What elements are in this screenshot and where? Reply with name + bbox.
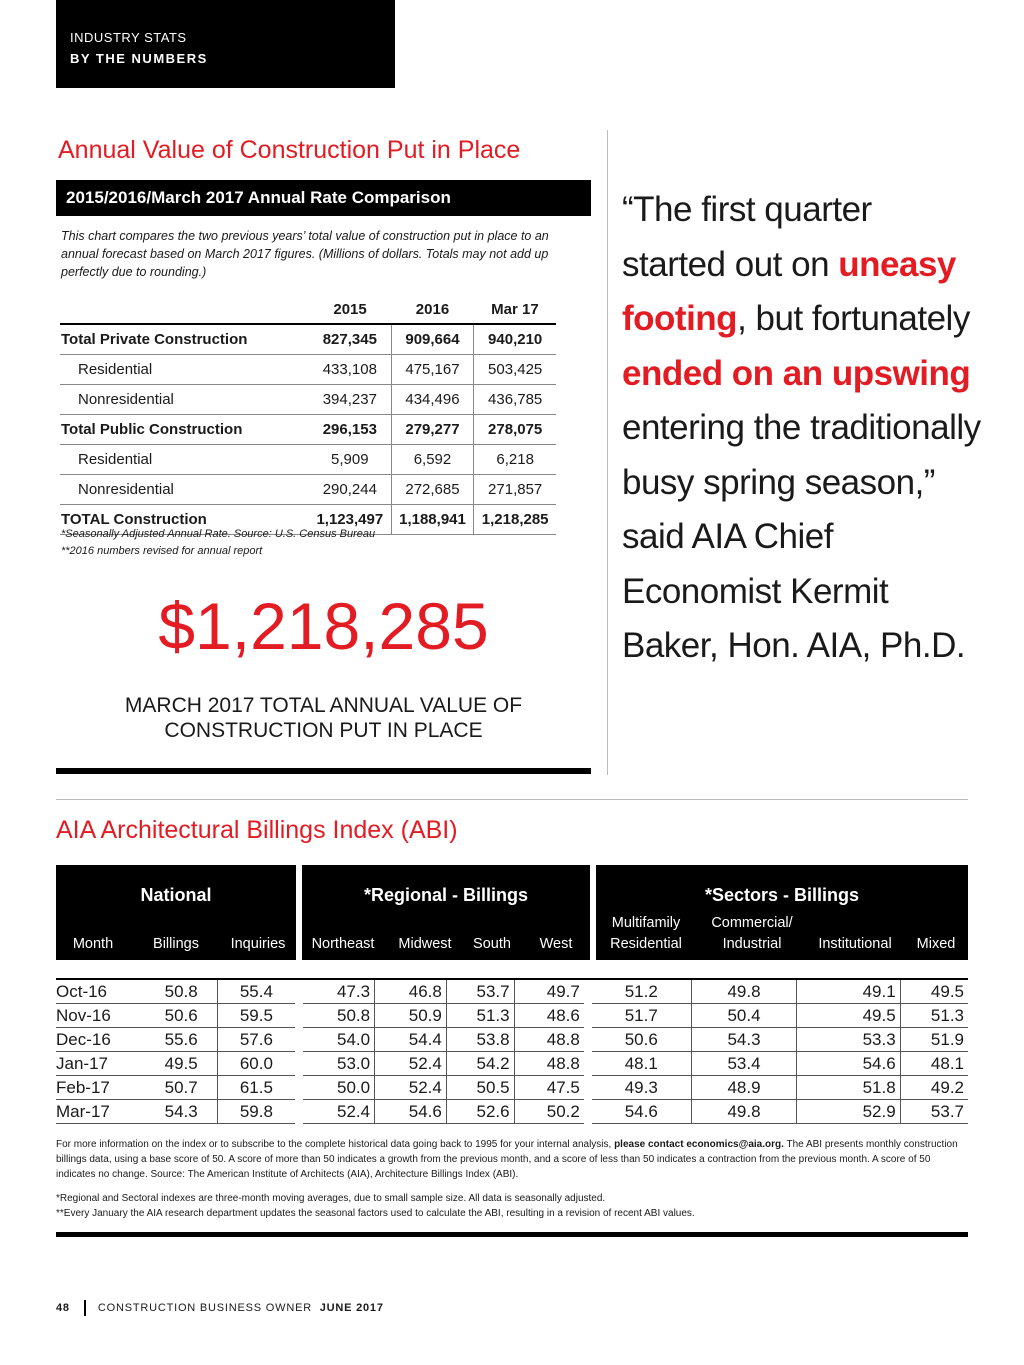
- column-gap: [295, 1052, 303, 1076]
- value-cell: 53.4: [691, 1052, 796, 1076]
- col-billings: Billings: [153, 936, 199, 952]
- value-cell: 49.2: [900, 1076, 968, 1100]
- value-cell: 52.4: [375, 1052, 447, 1076]
- headline-caption: [56, 693, 591, 743]
- value-cell: 49.3: [592, 1076, 691, 1100]
- value-cell: 48.8: [514, 1052, 584, 1076]
- construction-table: [60, 295, 556, 535]
- value-cell: 48.9: [691, 1076, 796, 1100]
- header-sectors: [596, 865, 968, 960]
- value-cell: 57.6: [217, 1028, 295, 1052]
- header-regional: [302, 865, 590, 960]
- section-header: [56, 0, 395, 88]
- note-text: The ABI presents monthly construction billings data, using a base score of 50. A score of more than 50 indicates a growth from the previous month, and a score of less than 50 indicates a contraction from the previous month. A score of 50 indicates no change. Source: The American Institute of Architects (AIA), Architecture Billings Index (ABI).: [56, 1139, 958, 1180]
- value-cell: 54.6: [375, 1100, 447, 1124]
- caption-line2: CONSTRUCTION PUT IN PLACE: [164, 719, 483, 742]
- col-multifamily-line2: Residential: [610, 936, 682, 952]
- group-regional: *Regional - Billings: [363, 885, 528, 905]
- row-label: TOTAL Construction: [60, 505, 309, 535]
- column-gap: [295, 979, 303, 1004]
- cell: 394,237: [309, 385, 391, 415]
- quote-text: , but fortunately: [737, 299, 970, 338]
- abi-notes: [56, 1137, 968, 1221]
- issue-date: JUNE 2017: [319, 1301, 384, 1314]
- value-cell: 52.4: [375, 1076, 447, 1100]
- column-divider: [607, 130, 608, 775]
- value-cell: 51.3: [446, 1004, 514, 1028]
- column-gap: [584, 1052, 592, 1076]
- value-cell: 54.0: [303, 1028, 375, 1052]
- col-west: West: [539, 936, 573, 952]
- header-line1: INDUSTRY STATS: [70, 30, 187, 45]
- quote-text: entering the traditionally busy spring season,” said AIA Chief Economist Kermit Baker, Hon. AIA, Ph.D.: [622, 408, 981, 665]
- col-commercial-line2: Industrial: [722, 936, 782, 952]
- value-cell: 52.4: [303, 1100, 375, 1124]
- abi-note-2: *Regional and Sectoral indexes are three-month moving averages, due to small sample size. All data is seasonally adjusted.: [56, 1193, 606, 1204]
- value-cell: 60.0: [217, 1052, 295, 1076]
- cell: 1,218,285: [474, 505, 556, 535]
- value-cell: 50.8: [146, 979, 218, 1004]
- value-cell: 55.4: [217, 979, 295, 1004]
- table-row: [56, 979, 968, 1004]
- construction-description: This chart compares the two previous years’ total value of construction put in place to an annual forecast based on March 2017 figures. (Millions of dollars. Totals may not add up perfectly due to rounding.): [61, 229, 549, 279]
- col-header-blank: [60, 295, 309, 324]
- value-cell: 48.6: [514, 1004, 584, 1028]
- value-cell: 49.8: [691, 979, 796, 1004]
- month-cell: Jan-17: [56, 1052, 146, 1076]
- column-gap: [584, 1004, 592, 1028]
- value-cell: 52.9: [797, 1100, 900, 1124]
- value-cell: 53.7: [900, 1100, 968, 1124]
- value-cell: 54.2: [446, 1052, 514, 1076]
- cell: 5,909: [309, 445, 391, 475]
- value-cell: 48.8: [514, 1028, 584, 1052]
- value-cell: 51.9: [900, 1028, 968, 1052]
- month-cell: Feb-17: [56, 1076, 146, 1100]
- table-row: [60, 445, 556, 475]
- cell: 433,108: [309, 355, 391, 385]
- value-cell: 51.3: [900, 1004, 968, 1028]
- value-cell: 50.7: [146, 1076, 218, 1100]
- value-cell: 49.8: [691, 1100, 796, 1124]
- quote-highlight: ended on an upswing: [622, 353, 971, 393]
- table-row: [56, 1052, 968, 1076]
- column-gap: [295, 1004, 303, 1028]
- table-row: [60, 475, 556, 505]
- abi-note-3: **Every January the AIA research department updates the seasonal factors used to calculate the ABI, resulting in a revision of recent ABI values.: [56, 1208, 695, 1219]
- value-cell: 47.5: [514, 1076, 584, 1100]
- abi-table: [56, 978, 968, 1124]
- value-cell: 49.5: [146, 1052, 218, 1076]
- value-cell: 50.5: [446, 1076, 514, 1100]
- bottom-rule: [56, 1232, 968, 1237]
- col-south: South: [473, 936, 511, 952]
- header-line2: BY THE NUMBERS: [70, 51, 208, 66]
- cell: 271,857: [474, 475, 556, 505]
- construction-notes: [61, 526, 375, 560]
- cell: 1,123,497: [309, 505, 391, 535]
- cell: 909,664: [391, 324, 474, 355]
- value-cell: 49.7: [514, 979, 584, 1004]
- cell: 503,425: [474, 355, 556, 385]
- value-cell: 50.4: [691, 1004, 796, 1028]
- table-row: [60, 385, 556, 415]
- group-national: National: [140, 885, 212, 905]
- table-row: [56, 1076, 968, 1100]
- value-cell: 51.8: [797, 1076, 900, 1100]
- cell: 6,218: [474, 445, 556, 475]
- table-row: [60, 415, 556, 445]
- contact-email-link[interactable]: please contact economics@aia.org.: [614, 1139, 784, 1150]
- value-cell: 48.1: [900, 1052, 968, 1076]
- note-revised: **2016 numbers revised for annual report: [61, 545, 263, 557]
- col-mixed: Mixed: [916, 936, 956, 952]
- month-cell: Dec-16: [56, 1028, 146, 1052]
- value-cell: 51.2: [592, 979, 691, 1004]
- publication-name: CONSTRUCTION BUSINESS OWNER: [97, 1301, 312, 1314]
- row-label: Total Public Construction: [60, 415, 309, 445]
- group-sectors: *Sectors - Billings: [704, 885, 860, 905]
- table-row: [56, 1100, 968, 1124]
- col-header-2015: 2015: [309, 295, 391, 324]
- cell: 475,167: [391, 355, 474, 385]
- value-cell: 53.8: [446, 1028, 514, 1052]
- construction-title: Annual Value of Construction Put in Place: [58, 136, 521, 164]
- value-cell: 50.9: [375, 1004, 447, 1028]
- table-row: [56, 1028, 968, 1052]
- column-gap: [295, 1028, 303, 1052]
- col-commercial-line1: Commercial/: [711, 915, 793, 931]
- table-row: [60, 324, 556, 355]
- cell: 290,244: [309, 475, 391, 505]
- value-cell: 47.3: [303, 979, 375, 1004]
- quote-text: “The first quarter started out on: [622, 190, 872, 284]
- col-header-2016: 2016: [391, 295, 474, 324]
- quote-highlight: uneasy footing: [622, 244, 956, 338]
- abi-note-main: [56, 1137, 968, 1182]
- row-label: Nonresidential: [60, 475, 309, 505]
- value-cell: 53.7: [446, 979, 514, 1004]
- col-month: Month: [72, 936, 114, 952]
- value-cell: 48.1: [592, 1052, 691, 1076]
- column-gap: [584, 979, 592, 1004]
- value-cell: 61.5: [217, 1076, 295, 1100]
- month-cell: Oct-16: [56, 979, 146, 1004]
- column-gap: [295, 1100, 303, 1124]
- value-cell: 55.6: [146, 1028, 218, 1052]
- column-gap: [584, 1100, 592, 1124]
- value-cell: 54.6: [797, 1052, 900, 1076]
- column-gap: [584, 1028, 592, 1052]
- table-row: [60, 355, 556, 385]
- caption-line1: MARCH 2017 TOTAL ANNUAL VALUE OF: [124, 694, 523, 717]
- comparison-bar: 2015/2016/March 2017 Annual Rate Comparison: [56, 180, 591, 216]
- headline-value: $1,218,285: [158, 589, 489, 663]
- value-cell: 50.0: [303, 1076, 375, 1100]
- value-cell: 49.5: [900, 979, 968, 1004]
- value-cell: 50.2: [514, 1100, 584, 1124]
- cell: 278,075: [474, 415, 556, 445]
- note-text: For more information on the index or to subscribe to the complete historical data going back to 1995 for your internal analysis,: [56, 1139, 615, 1150]
- cell: 940,210: [474, 324, 556, 355]
- cell: 436,785: [474, 385, 556, 415]
- col-multifamily-line1: Multifamily: [611, 915, 681, 931]
- col-inquiries: Inquiries: [230, 936, 286, 952]
- value-cell: 50.6: [592, 1028, 691, 1052]
- page-number: 48: [56, 1301, 70, 1314]
- value-cell: 59.5: [217, 1004, 295, 1028]
- divider-rule: [56, 768, 591, 774]
- row-label: Residential: [60, 355, 309, 385]
- cell: 279,277: [391, 415, 474, 445]
- value-cell: 53.3: [797, 1028, 900, 1052]
- month-cell: Mar-17: [56, 1100, 146, 1124]
- col-institutional: Institutional: [818, 936, 892, 952]
- value-cell: 52.6: [446, 1100, 514, 1124]
- row-label: Total Private Construction: [60, 324, 309, 355]
- value-cell: 46.8: [375, 979, 447, 1004]
- cell: 6,592: [391, 445, 474, 475]
- page-footer: [56, 1300, 384, 1316]
- cell: 827,345: [309, 324, 391, 355]
- value-cell: 54.6: [592, 1100, 691, 1124]
- col-commercial: [704, 913, 800, 955]
- row-label: Residential: [60, 445, 309, 475]
- table-row: [56, 1004, 968, 1028]
- value-cell: 49.1: [797, 979, 900, 1004]
- col-northeast: Northeast: [311, 936, 375, 952]
- value-cell: 59.8: [217, 1100, 295, 1124]
- pull-quote: [622, 183, 982, 674]
- value-cell: 50.8: [303, 1004, 375, 1028]
- value-cell: 53.0: [303, 1052, 375, 1076]
- col-multifamily: [600, 913, 692, 955]
- column-gap: [295, 1076, 303, 1100]
- month-cell: Nov-16: [56, 1004, 146, 1028]
- col-header-mar17: Mar 17: [474, 295, 556, 324]
- section-divider: [56, 799, 968, 800]
- value-cell: 54.3: [146, 1100, 218, 1124]
- cell: 272,685: [391, 475, 474, 505]
- header-national: [56, 865, 296, 960]
- value-cell: 51.7: [592, 1004, 691, 1028]
- cell: 296,153: [309, 415, 391, 445]
- cell: 1,188,941: [391, 505, 474, 535]
- note-saar: *Seasonally Adjusted Annual Rate. Source: U.S. Census Bureau: [61, 528, 376, 540]
- value-cell: 49.5: [797, 1004, 900, 1028]
- cell: 434,496: [391, 385, 474, 415]
- value-cell: 50.6: [146, 1004, 218, 1028]
- abi-title: AIA Architectural Billings Index (ABI): [56, 816, 458, 844]
- value-cell: 54.4: [375, 1028, 447, 1052]
- column-gap: [584, 1076, 592, 1100]
- col-midwest: Midwest: [398, 936, 452, 952]
- footer-separator: [84, 1300, 86, 1316]
- row-label: Nonresidential: [60, 385, 309, 415]
- value-cell: 54.3: [691, 1028, 796, 1052]
